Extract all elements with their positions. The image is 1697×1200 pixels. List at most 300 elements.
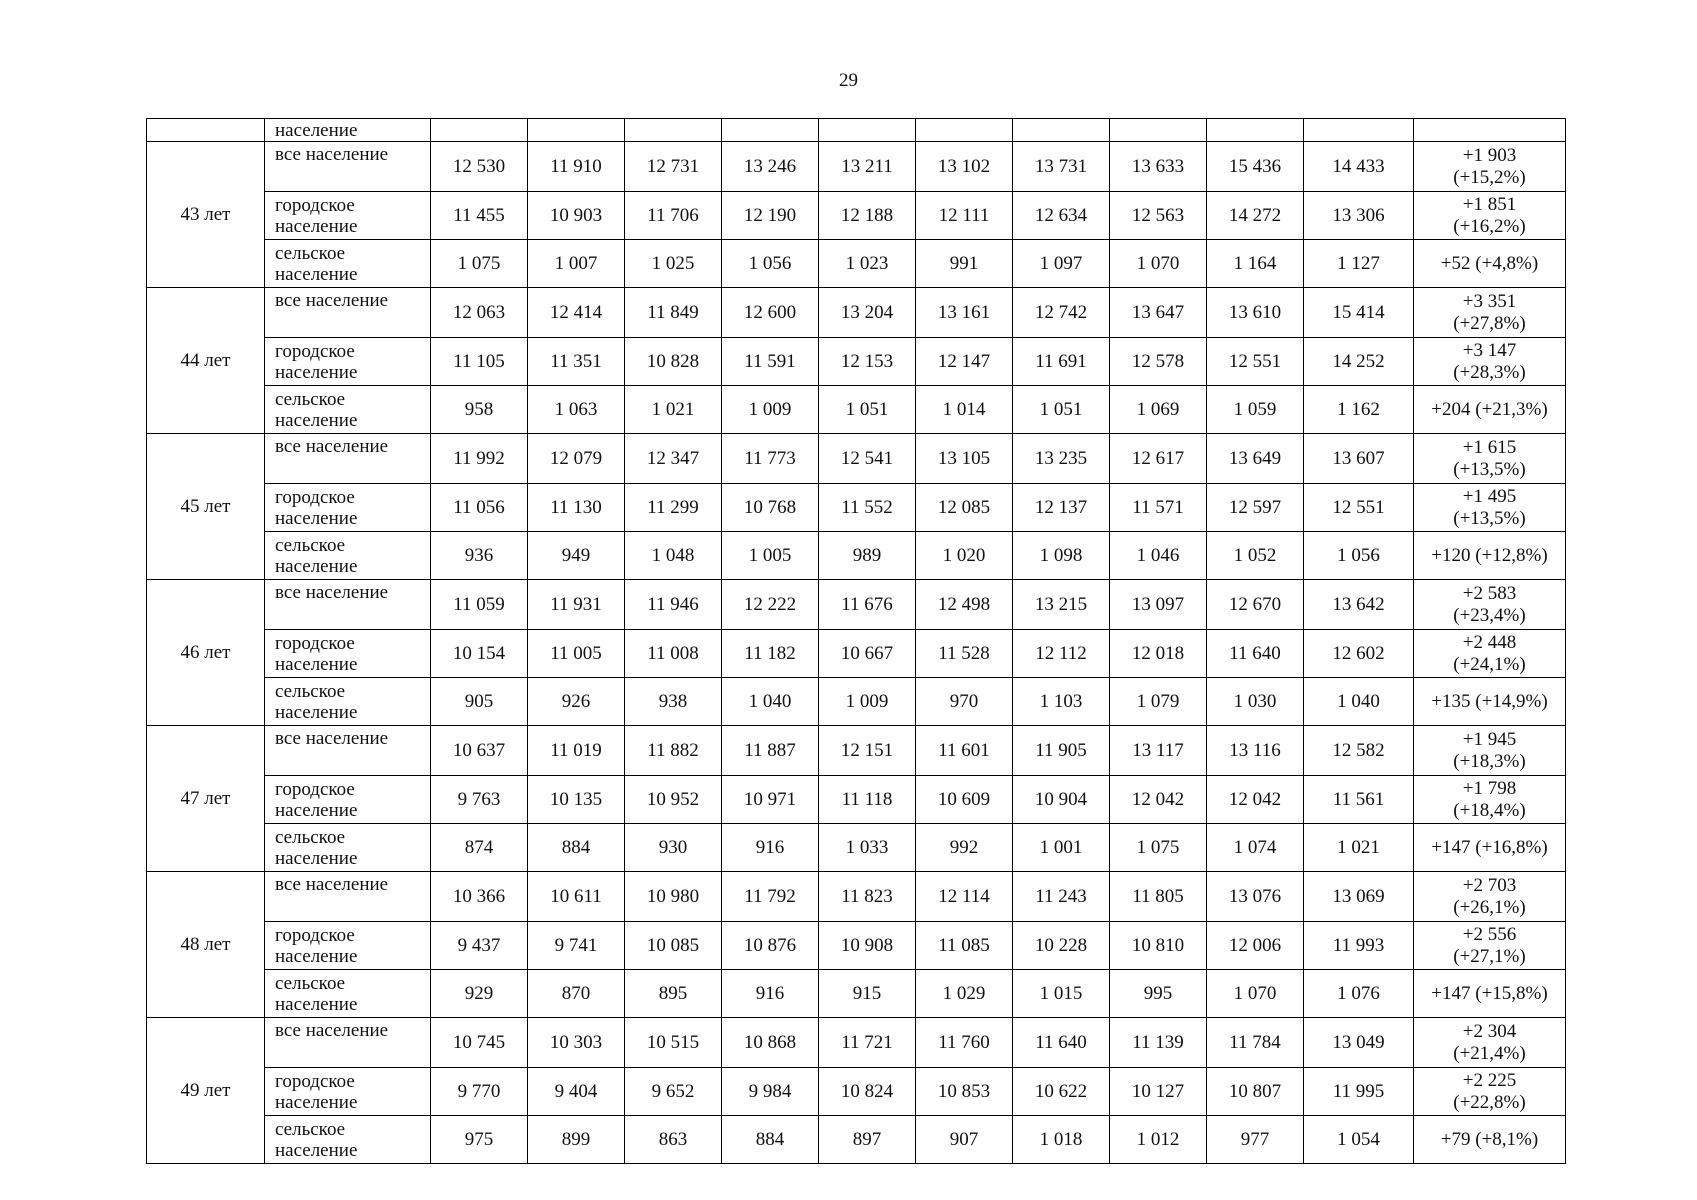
value-cell: 11 676 xyxy=(819,580,916,630)
change-absolute: +147 (+16,8%) xyxy=(1431,836,1548,858)
value-cell: 1 020 xyxy=(916,532,1013,580)
change-cell xyxy=(1414,580,1566,630)
age-group-cell: 44 лет xyxy=(147,288,265,434)
value-cell: 11 640 xyxy=(1013,1018,1110,1068)
value-cell: 12 137 xyxy=(1013,484,1110,532)
value-cell: 1 051 xyxy=(1013,386,1110,434)
change-absolute: +1 903 xyxy=(1462,144,1517,166)
value-cell: 11 085 xyxy=(916,922,1013,970)
change-cell xyxy=(1414,338,1566,386)
change-cell xyxy=(1414,824,1566,872)
value-cell: 12 042 xyxy=(1207,776,1304,824)
value-cell: 13 610 xyxy=(1207,288,1304,338)
population-by-age-table xyxy=(146,118,1566,1164)
value-cell-empty xyxy=(722,119,819,142)
value-cell: 1 005 xyxy=(722,532,819,580)
value-cell: 12 670 xyxy=(1207,580,1304,630)
value-cell: 13 633 xyxy=(1110,142,1207,192)
value-cell: 12 541 xyxy=(819,434,916,484)
value-cell: 12 414 xyxy=(528,288,625,338)
age-group-cell: 49 лет xyxy=(147,1018,265,1164)
value-cell: 1 014 xyxy=(916,386,1013,434)
age-group-cell: 47 лет xyxy=(147,726,265,872)
change-cell xyxy=(1414,726,1566,776)
value-cell: 10 622 xyxy=(1013,1068,1110,1116)
value-cell: 9 437 xyxy=(431,922,528,970)
value-cell: 11 721 xyxy=(819,1018,916,1068)
category-cell: сельское население xyxy=(265,824,431,872)
value-cell: 1 009 xyxy=(722,386,819,434)
population-table-container xyxy=(146,118,1566,1164)
category-cell: все население xyxy=(265,580,431,630)
value-cell: 11 773 xyxy=(722,434,819,484)
value-cell-empty xyxy=(819,119,916,142)
change-absolute: +79 (+8,1%) xyxy=(1440,1128,1539,1150)
value-cell: 1 070 xyxy=(1207,970,1304,1018)
value-cell: 13 204 xyxy=(819,288,916,338)
value-cell: 10 903 xyxy=(528,192,625,240)
category-cell: все население xyxy=(265,726,431,776)
value-cell: 11 571 xyxy=(1110,484,1207,532)
change-cell xyxy=(1414,678,1566,726)
table-row xyxy=(147,532,1566,580)
value-cell: 10 980 xyxy=(625,872,722,922)
table-row xyxy=(147,240,1566,288)
value-cell: 938 xyxy=(625,678,722,726)
value-cell: 907 xyxy=(916,1116,1013,1164)
value-cell: 10 228 xyxy=(1013,922,1110,970)
value-cell: 11 849 xyxy=(625,288,722,338)
change-percent: (+24,1%) xyxy=(1453,653,1526,675)
change-percent: (+13,5%) xyxy=(1453,458,1526,480)
category-cell: сельское население xyxy=(265,1116,431,1164)
value-cell: 884 xyxy=(722,1116,819,1164)
value-cell: 11 805 xyxy=(1110,872,1207,922)
value-cell: 12 188 xyxy=(819,192,916,240)
value-cell: 12 731 xyxy=(625,142,722,192)
value-cell: 12 079 xyxy=(528,434,625,484)
change-cell xyxy=(1414,776,1566,824)
value-cell: 15 436 xyxy=(1207,142,1304,192)
change-absolute: +1 615 xyxy=(1462,436,1517,458)
value-cell: 11 706 xyxy=(625,192,722,240)
value-cell: 12 063 xyxy=(431,288,528,338)
value-cell: 1 074 xyxy=(1207,824,1304,872)
table-row xyxy=(147,1116,1566,1164)
value-cell: 11 243 xyxy=(1013,872,1110,922)
change-cell xyxy=(1414,1018,1566,1068)
value-cell: 12 112 xyxy=(1013,630,1110,678)
value-cell: 13 306 xyxy=(1304,192,1414,240)
value-cell: 14 433 xyxy=(1304,142,1414,192)
value-cell: 10 828 xyxy=(625,338,722,386)
value-cell: 11 019 xyxy=(528,726,625,776)
value-cell: 12 742 xyxy=(1013,288,1110,338)
table-row xyxy=(147,580,1566,630)
value-cell: 10 515 xyxy=(625,1018,722,1068)
value-cell: 10 807 xyxy=(1207,1068,1304,1116)
change-absolute: +204 (+21,3%) xyxy=(1431,398,1548,420)
change-percent: (+16,2%) xyxy=(1453,215,1526,237)
change-absolute: +3 147 xyxy=(1462,339,1517,361)
value-cell: 10 745 xyxy=(431,1018,528,1068)
change-percent: (+23,4%) xyxy=(1453,604,1526,626)
value-cell: 13 607 xyxy=(1304,434,1414,484)
value-cell: 12 634 xyxy=(1013,192,1110,240)
table-row xyxy=(147,386,1566,434)
value-cell: 10 366 xyxy=(431,872,528,922)
change-percent: (+26,1%) xyxy=(1453,896,1526,918)
category-cell: все население xyxy=(265,434,431,484)
value-cell: 10 611 xyxy=(528,872,625,922)
change-cell xyxy=(1414,532,1566,580)
value-cell: 11 351 xyxy=(528,338,625,386)
change-absolute: +135 (+14,9%) xyxy=(1431,690,1548,712)
value-cell: 916 xyxy=(722,824,819,872)
value-cell: 930 xyxy=(625,824,722,872)
value-cell: 13 116 xyxy=(1207,726,1304,776)
table-body xyxy=(147,119,1566,1164)
value-cell: 1 018 xyxy=(1013,1116,1110,1164)
change-absolute: +2 225 xyxy=(1462,1069,1517,1091)
value-cell: 9 741 xyxy=(528,922,625,970)
value-cell: 10 667 xyxy=(819,630,916,678)
value-cell: 12 006 xyxy=(1207,922,1304,970)
value-cell: 10 303 xyxy=(528,1018,625,1068)
change-absolute: +120 (+12,8%) xyxy=(1431,544,1548,566)
value-cell: 13 731 xyxy=(1013,142,1110,192)
table-row xyxy=(147,192,1566,240)
value-cell: 899 xyxy=(528,1116,625,1164)
change-cell xyxy=(1414,192,1566,240)
value-cell: 11 784 xyxy=(1207,1018,1304,1068)
category-cell: городское население xyxy=(265,338,431,386)
value-cell: 1 029 xyxy=(916,970,1013,1018)
value-cell: 1 040 xyxy=(1304,678,1414,726)
value-cell: 12 551 xyxy=(1207,338,1304,386)
value-cell: 977 xyxy=(1207,1116,1304,1164)
value-cell: 991 xyxy=(916,240,1013,288)
value-cell: 13 076 xyxy=(1207,872,1304,922)
value-cell: 10 637 xyxy=(431,726,528,776)
value-cell: 1 059 xyxy=(1207,386,1304,434)
value-cell: 12 190 xyxy=(722,192,819,240)
continuation-row xyxy=(147,119,1566,142)
value-cell: 915 xyxy=(819,970,916,1018)
change-percent: (+15,2%) xyxy=(1453,166,1526,188)
age-group-cell: 43 лет xyxy=(147,142,265,288)
table-row xyxy=(147,1018,1566,1068)
value-cell: 10 127 xyxy=(1110,1068,1207,1116)
change-percent: (+28,3%) xyxy=(1453,361,1526,383)
change-percent: (+18,3%) xyxy=(1453,750,1526,772)
value-cell: 10 908 xyxy=(819,922,916,970)
category-cell: городское население xyxy=(265,1068,431,1116)
value-cell: 11 455 xyxy=(431,192,528,240)
category-cell: все население xyxy=(265,872,431,922)
value-cell: 12 347 xyxy=(625,434,722,484)
value-cell: 897 xyxy=(819,1116,916,1164)
value-cell: 1 001 xyxy=(1013,824,1110,872)
category-cell: городское население xyxy=(265,484,431,532)
value-cell: 11 910 xyxy=(528,142,625,192)
value-cell: 12 600 xyxy=(722,288,819,338)
change-cell xyxy=(1414,1116,1566,1164)
age-group-cell: 48 лет xyxy=(147,872,265,1018)
value-cell: 10 135 xyxy=(528,776,625,824)
value-cell: 13 117 xyxy=(1110,726,1207,776)
value-cell: 1 009 xyxy=(819,678,916,726)
value-cell: 12 582 xyxy=(1304,726,1414,776)
change-cell xyxy=(1414,922,1566,970)
value-cell: 1 021 xyxy=(1304,824,1414,872)
value-cell: 1 056 xyxy=(722,240,819,288)
value-cell: 13 235 xyxy=(1013,434,1110,484)
change-absolute: +147 (+15,8%) xyxy=(1431,982,1548,1004)
value-cell: 11 059 xyxy=(431,580,528,630)
change-absolute: +1 798 xyxy=(1462,777,1517,799)
value-cell: 14 272 xyxy=(1207,192,1304,240)
value-cell: 958 xyxy=(431,386,528,434)
page-number: 29 xyxy=(839,70,858,91)
value-cell: 1 097 xyxy=(1013,240,1110,288)
value-cell: 1 056 xyxy=(1304,532,1414,580)
value-cell: 1 162 xyxy=(1304,386,1414,434)
change-absolute: +1 495 xyxy=(1462,485,1517,507)
value-cell-empty xyxy=(625,119,722,142)
value-cell: 1 015 xyxy=(1013,970,1110,1018)
table-row xyxy=(147,824,1566,872)
value-cell: 1 079 xyxy=(1110,678,1207,726)
category-cell: все население xyxy=(265,288,431,338)
value-cell: 1 040 xyxy=(722,678,819,726)
value-cell: 1 048 xyxy=(625,532,722,580)
table-row xyxy=(147,630,1566,678)
table-row xyxy=(147,922,1566,970)
value-cell: 11 591 xyxy=(722,338,819,386)
change-absolute: +52 (+4,8%) xyxy=(1440,252,1539,274)
value-cell: 12 597 xyxy=(1207,484,1304,532)
change-cell xyxy=(1414,434,1566,484)
table-row xyxy=(147,970,1566,1018)
value-cell: 11 105 xyxy=(431,338,528,386)
table-row xyxy=(147,338,1566,386)
value-cell: 10 868 xyxy=(722,1018,819,1068)
value-cell: 1 012 xyxy=(1110,1116,1207,1164)
value-cell: 11 561 xyxy=(1304,776,1414,824)
value-cell: 13 642 xyxy=(1304,580,1414,630)
change-absolute: +2 304 xyxy=(1462,1020,1517,1042)
category-cell: городское население xyxy=(265,922,431,970)
change-percent: (+13,5%) xyxy=(1453,507,1526,529)
value-cell: 11 552 xyxy=(819,484,916,532)
value-cell: 11 887 xyxy=(722,726,819,776)
value-cell: 11 130 xyxy=(528,484,625,532)
value-cell: 12 222 xyxy=(722,580,819,630)
change-absolute: +2 448 xyxy=(1462,631,1517,653)
value-cell: 989 xyxy=(819,532,916,580)
value-cell: 10 952 xyxy=(625,776,722,824)
value-cell: 1 051 xyxy=(819,386,916,434)
change-cell xyxy=(1414,142,1566,192)
category-cell: городское население xyxy=(265,630,431,678)
table-row xyxy=(147,1068,1566,1116)
value-cell: 13 049 xyxy=(1304,1018,1414,1068)
value-cell: 9 984 xyxy=(722,1068,819,1116)
value-cell: 929 xyxy=(431,970,528,1018)
value-cell: 975 xyxy=(431,1116,528,1164)
value-cell: 10 876 xyxy=(722,922,819,970)
value-cell: 1 007 xyxy=(528,240,625,288)
table-row xyxy=(147,434,1566,484)
change-cell xyxy=(1414,1068,1566,1116)
change-percent: (+18,4%) xyxy=(1453,799,1526,821)
change-absolute: +1 945 xyxy=(1462,728,1517,750)
value-cell: 13 246 xyxy=(722,142,819,192)
value-cell: 12 111 xyxy=(916,192,1013,240)
value-cell: 1 021 xyxy=(625,386,722,434)
value-cell: 10 609 xyxy=(916,776,1013,824)
value-cell: 1 127 xyxy=(1304,240,1414,288)
value-cell: 12 153 xyxy=(819,338,916,386)
value-cell: 1 070 xyxy=(1110,240,1207,288)
value-cell: 11 995 xyxy=(1304,1068,1414,1116)
table-row xyxy=(147,678,1566,726)
value-cell: 884 xyxy=(528,824,625,872)
value-cell: 1 063 xyxy=(528,386,625,434)
value-cell: 9 770 xyxy=(431,1068,528,1116)
change-absolute: +3 351 xyxy=(1462,290,1517,312)
value-cell: 11 992 xyxy=(431,434,528,484)
value-cell: 870 xyxy=(528,970,625,1018)
value-cell: 10 904 xyxy=(1013,776,1110,824)
age-group-cell: 46 лет xyxy=(147,580,265,726)
value-cell: 10 971 xyxy=(722,776,819,824)
value-cell: 15 414 xyxy=(1304,288,1414,338)
change-absolute: +1 851 xyxy=(1462,193,1517,215)
value-cell: 11 139 xyxy=(1110,1018,1207,1068)
value-cell: 895 xyxy=(625,970,722,1018)
value-cell: 1 075 xyxy=(1110,824,1207,872)
value-cell: 11 299 xyxy=(625,484,722,532)
value-cell: 11 182 xyxy=(722,630,819,678)
value-cell: 12 498 xyxy=(916,580,1013,630)
change-cell xyxy=(1414,386,1566,434)
value-cell: 11 118 xyxy=(819,776,916,824)
category-cell: городское население xyxy=(265,776,431,824)
value-cell: 1 033 xyxy=(819,824,916,872)
value-cell: 11 905 xyxy=(1013,726,1110,776)
value-cell: 1 069 xyxy=(1110,386,1207,434)
value-cell: 992 xyxy=(916,824,1013,872)
value-cell: 905 xyxy=(431,678,528,726)
change-cell xyxy=(1414,970,1566,1018)
value-cell: 11 005 xyxy=(528,630,625,678)
category-cell: городское население xyxy=(265,192,431,240)
value-cell-empty xyxy=(431,119,528,142)
value-cell: 11 056 xyxy=(431,484,528,532)
category-cell: сельское население xyxy=(265,240,431,288)
category-cell: сельское население xyxy=(265,970,431,1018)
value-cell: 1 054 xyxy=(1304,1116,1414,1164)
value-cell: 13 105 xyxy=(916,434,1013,484)
value-cell: 12 617 xyxy=(1110,434,1207,484)
table-row xyxy=(147,872,1566,922)
value-cell: 11 601 xyxy=(916,726,1013,776)
category-cell: все население xyxy=(265,1018,431,1068)
value-cell-empty xyxy=(1207,119,1304,142)
value-cell: 11 882 xyxy=(625,726,722,776)
category-cell: сельское население xyxy=(265,386,431,434)
value-cell: 10 154 xyxy=(431,630,528,678)
value-cell: 11 691 xyxy=(1013,338,1110,386)
value-cell: 12 602 xyxy=(1304,630,1414,678)
value-cell: 926 xyxy=(528,678,625,726)
table-row xyxy=(147,142,1566,192)
value-cell: 11 993 xyxy=(1304,922,1414,970)
value-cell: 936 xyxy=(431,532,528,580)
change-cell xyxy=(1414,288,1566,338)
value-cell: 13 649 xyxy=(1207,434,1304,484)
value-cell: 1 046 xyxy=(1110,532,1207,580)
value-cell: 11 931 xyxy=(528,580,625,630)
value-cell: 12 563 xyxy=(1110,192,1207,240)
value-cell: 13 069 xyxy=(1304,872,1414,922)
change-percent: (+21,4%) xyxy=(1453,1042,1526,1064)
value-cell: 1 164 xyxy=(1207,240,1304,288)
value-cell: 11 640 xyxy=(1207,630,1304,678)
table-row xyxy=(147,726,1566,776)
value-cell: 11 946 xyxy=(625,580,722,630)
value-cell: 9 652 xyxy=(625,1068,722,1116)
value-cell-empty xyxy=(1304,119,1414,142)
value-cell: 12 042 xyxy=(1110,776,1207,824)
value-cell: 11 760 xyxy=(916,1018,1013,1068)
value-cell: 1 023 xyxy=(819,240,916,288)
change-cell xyxy=(1414,240,1566,288)
value-cell: 1 103 xyxy=(1013,678,1110,726)
change-percent: (+22,8%) xyxy=(1453,1091,1526,1113)
value-cell: 10 768 xyxy=(722,484,819,532)
value-cell: 1 098 xyxy=(1013,532,1110,580)
value-cell: 12 578 xyxy=(1110,338,1207,386)
value-cell: 10 085 xyxy=(625,922,722,970)
category-cell: все население xyxy=(265,142,431,192)
value-cell: 9 763 xyxy=(431,776,528,824)
value-cell-empty xyxy=(1110,119,1207,142)
value-cell: 12 151 xyxy=(819,726,916,776)
value-cell: 13 102 xyxy=(916,142,1013,192)
value-cell: 1 075 xyxy=(431,240,528,288)
value-cell: 874 xyxy=(431,824,528,872)
value-cell: 863 xyxy=(625,1116,722,1164)
value-cell: 1 076 xyxy=(1304,970,1414,1018)
value-cell: 916 xyxy=(722,970,819,1018)
table-row xyxy=(147,288,1566,338)
value-cell: 11 823 xyxy=(819,872,916,922)
value-cell: 13 161 xyxy=(916,288,1013,338)
value-cell: 1 030 xyxy=(1207,678,1304,726)
change-percent: (+27,8%) xyxy=(1453,312,1526,334)
value-cell: 9 404 xyxy=(528,1068,625,1116)
change-cell xyxy=(1414,484,1566,532)
value-cell: 11 792 xyxy=(722,872,819,922)
value-cell: 1 052 xyxy=(1207,532,1304,580)
value-cell: 995 xyxy=(1110,970,1207,1018)
value-cell: 12 551 xyxy=(1304,484,1414,532)
value-cell: 13 215 xyxy=(1013,580,1110,630)
value-cell: 1 025 xyxy=(625,240,722,288)
